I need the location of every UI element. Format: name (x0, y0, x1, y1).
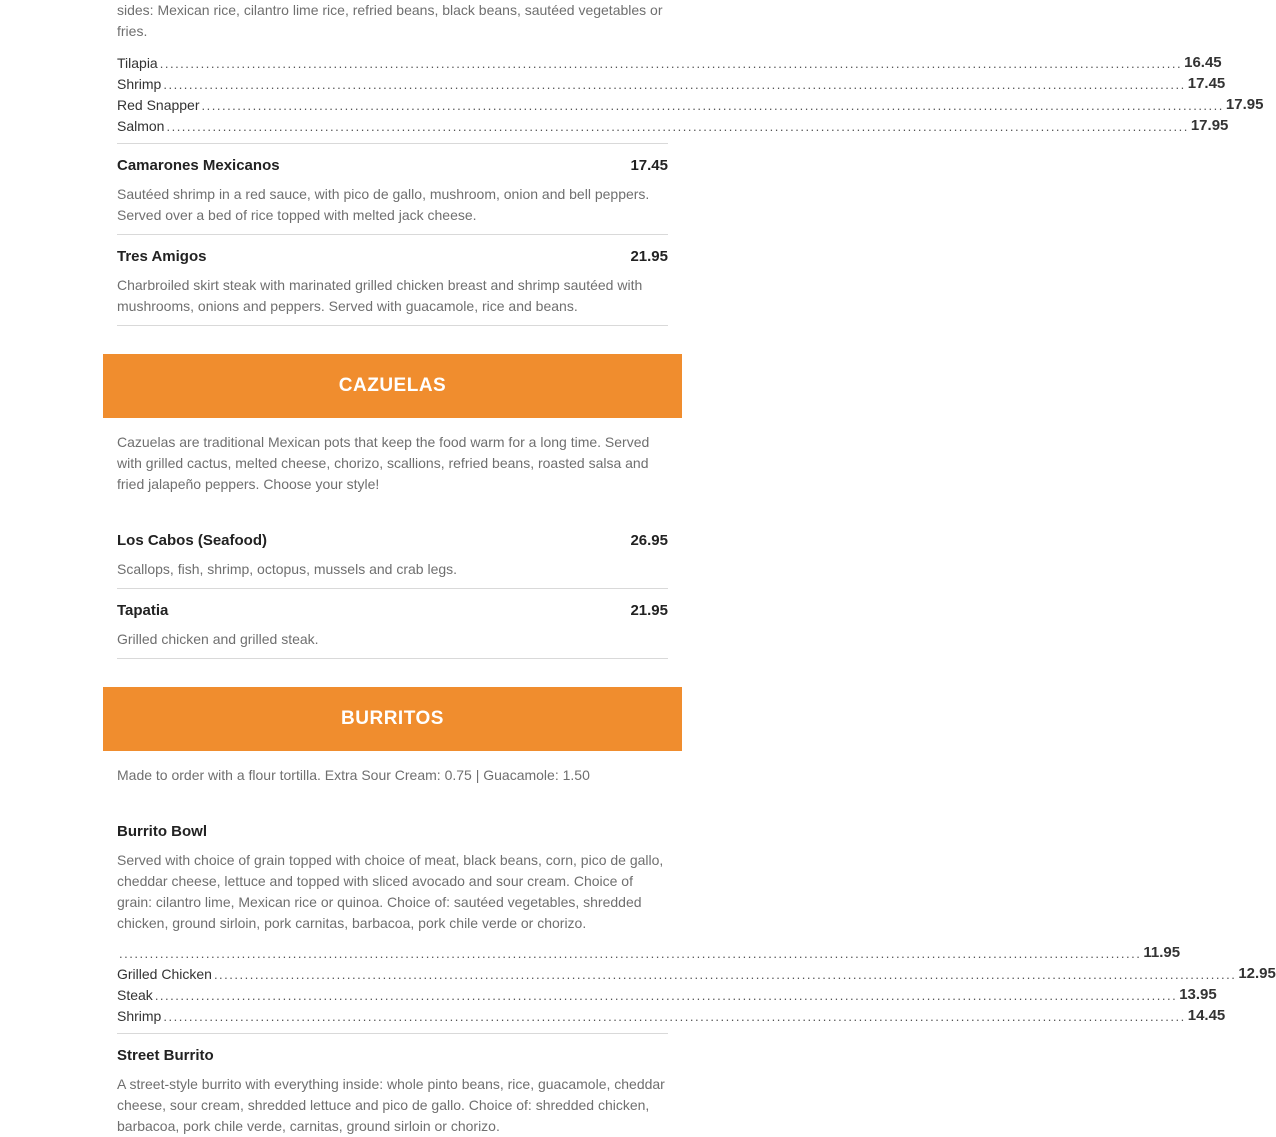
option-price: 11.95 (1143, 944, 1181, 961)
item-price: 21.95 (630, 602, 668, 619)
fajitas-sides-text: sides: Mexican rice, cilantro lime rice, refried beans, black beans, sautéed vegetables or fries. (117, 2, 663, 39)
option-label: Shrimp (117, 1008, 162, 1024)
option-price: 17.95 (1190, 117, 1229, 134)
section-banner-cazuelas: CAZUELAS (103, 354, 682, 418)
price-option-row (117, 71, 1226, 92)
item-name: Tapatia (117, 602, 169, 619)
option-label: Tilapia (117, 55, 158, 71)
menu-item-tres-amigos (117, 248, 668, 265)
price-option-row (117, 982, 1217, 1003)
dot-leader: ........................................................................................................................................................................................................ (163, 1009, 1186, 1024)
fajitas-price-list (117, 50, 1264, 134)
option-label: Red Snapper (117, 97, 200, 113)
option-label: Steak (117, 987, 153, 1003)
price-option-row (117, 113, 1229, 134)
option-label: Salmon (117, 118, 165, 134)
price-option-row (117, 940, 1181, 961)
item-description: Charbroiled skirt steak with marinated grilled chicken breast and shrimp sautéed with mushrooms, onions and peppers. Served with guacamole, rice and beans. (117, 277, 643, 314)
option-price: 17.95 (1225, 96, 1264, 113)
price-option-row (117, 1003, 1226, 1024)
item-price: 26.95 (630, 532, 668, 549)
divider (117, 1033, 668, 1034)
divider (117, 143, 668, 144)
item-price: 17.45 (630, 157, 668, 174)
item-name: Camarones Mexicanos (117, 157, 280, 174)
item-description: Grilled chicken and grilled steak. (117, 631, 319, 647)
dot-leader: ........................................................................................................................................................................................................ (213, 967, 1237, 982)
dot-leader: ........................................................................................................................................................................................................ (201, 98, 1224, 113)
section-banner-burritos: BURRITOS (103, 687, 682, 751)
section-intro: Cazuelas are traditional Mexican pots that keep the food warm for a long time. Served with grilled cactus, melted cheese, chorizo, scallions, refried beans, roasted salsa and fried jalapeño peppers. Choose your style! (117, 434, 650, 492)
price-option-row (117, 961, 1276, 982)
menu-item-burrito-bowl (117, 823, 668, 840)
dot-leader: ........................................................................................................................................................................................................ (163, 77, 1186, 92)
option-price: 12.95 (1238, 965, 1276, 982)
divider (117, 658, 668, 659)
menu-item-street-burrito (117, 1047, 668, 1064)
item-description: A street-style burrito with everything inside: whole pinto beans, rice, guacamole, cheddar cheese, sour cream, shredded lettuce and pico de gallo. Choice of: shredded chicken, barbacoa, pork chile verde, carnitas, ground sirloin or chorizo. (117, 1076, 665, 1134)
section-intro: Made to order with a flour tortilla. Extra Sour Cream: 0.75 | Guacamole: 1.50 (117, 767, 590, 783)
menu-item-camarones (117, 157, 668, 174)
option-price: 13.95 (1179, 986, 1217, 1003)
menu-item-los-cabos (117, 532, 668, 549)
item-name: Street Burrito (117, 1047, 214, 1064)
burrito-bowl-price-list (117, 940, 1276, 1024)
option-price: 16.45 (1184, 54, 1222, 71)
price-option-row (117, 92, 1264, 113)
dot-leader: ........................................................................................................................................................................................................ (166, 119, 1189, 134)
dot-leader: ........................................................................................................................................................................................................ (159, 56, 1183, 71)
option-price: 14.45 (1187, 1007, 1226, 1024)
item-description: Sautéed shrimp in a red sauce, with pico de gallo, mushroom, onion and bell peppers. Served over a bed of rice topped with melted jack cheese. (117, 186, 650, 223)
dot-leader: ........................................................................................................................................................................................................ (119, 946, 1142, 961)
item-price: 21.95 (630, 248, 668, 265)
divider (117, 588, 668, 589)
option-label: Shrimp (117, 76, 162, 92)
divider (117, 325, 668, 326)
item-description: Served with choice of grain topped with choice of meat, black beans, corn, pico de gallo, cheddar cheese, lettuce and topped with sliced avocado and sour cream. Choice of grain: cilantro lime, Mexican rice or quinoa. Choice of: sautéed vegetables, shredded chicken, ground sirloin, pork carnitas, barbacoa, pork chile verde or chorizo. (117, 852, 664, 931)
dot-leader: ........................................................................................................................................................................................................ (154, 988, 1178, 1003)
menu-item-tapatia (117, 602, 668, 619)
item-name: Tres Amigos (117, 248, 207, 265)
item-name: Los Cabos (Seafood) (117, 532, 268, 549)
divider (117, 234, 668, 235)
price-option-row (117, 50, 1222, 71)
item-name: Burrito Bowl (117, 823, 207, 840)
item-description: Scallops, fish, shrimp, octopus, mussels and crab legs. (117, 561, 458, 577)
option-label: Grilled Chicken (117, 966, 212, 982)
option-price: 17.45 (1187, 75, 1226, 92)
